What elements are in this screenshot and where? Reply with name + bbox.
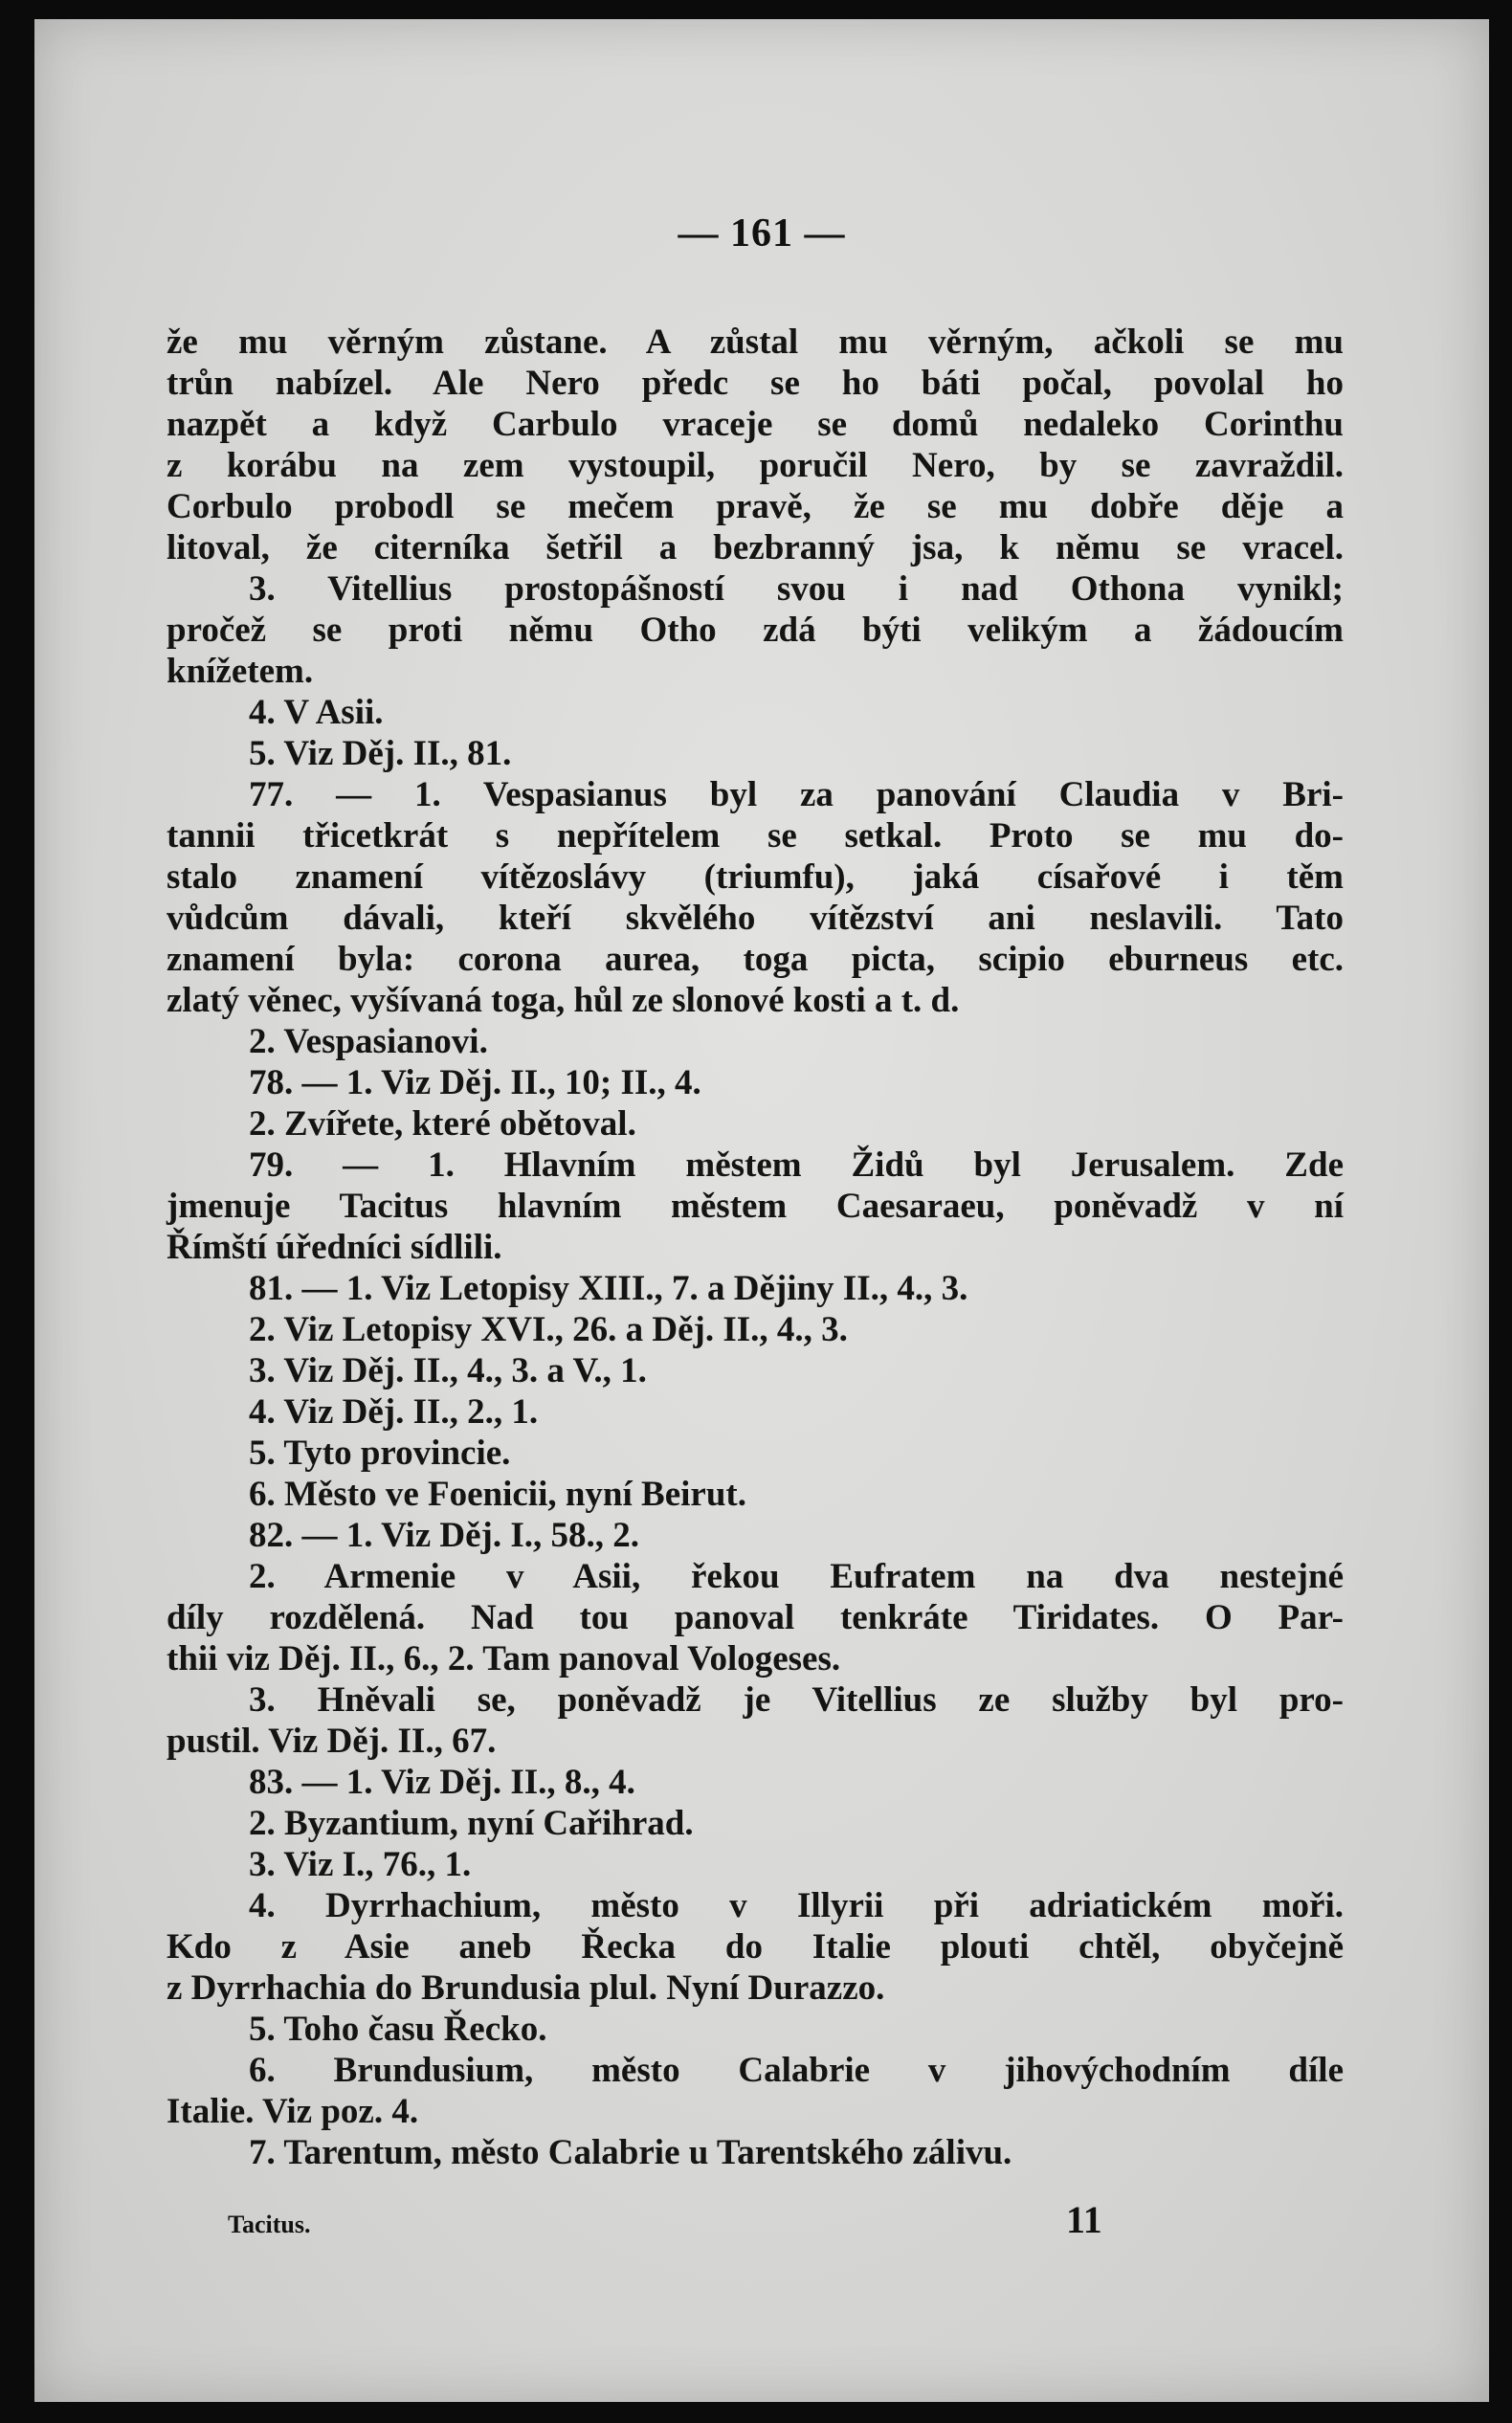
text-line: 77. — 1. Vespasianus byl za panování Claudia v Bri- xyxy=(249,775,1344,814)
body-text xyxy=(167,322,1344,2173)
text-line: 3. Viz Děj. II., 4., 3. a V., 1. xyxy=(249,1351,647,1390)
text-line: 2. Armenie v Asii, řekou Eufratem na dva nestejné xyxy=(249,1557,1344,1596)
text-line: 83. — 1. Viz Děj. II., 8., 4. xyxy=(249,1763,635,1802)
text-line: tannii třicetkrát s nepřítelem se setkal. Proto se mu do- xyxy=(167,816,1344,856)
text-line: 5. Viz Děj. II., 81. xyxy=(249,734,512,773)
text-line: Italie. Viz poz. 4. xyxy=(167,2092,419,2131)
text-line: z korábu na zem vystoupil, poručil Nero, by se zavraždil. xyxy=(167,446,1344,485)
text-line: 4. V Asii. xyxy=(249,693,384,732)
text-line: 4. Dyrrhachium, město v Illyrii při adriatickém moři. xyxy=(249,1886,1344,1925)
footer-signature: Tacitus. xyxy=(228,2211,311,2238)
text-line: Kdo z Asie aneb Řecka do Italie plouti chtěl, obyčejně xyxy=(167,1927,1344,1967)
footer-sheet-number: 11 xyxy=(1066,2198,1102,2241)
page-number: — 161 — xyxy=(678,211,846,256)
text-line: 2. Zvířete, které obětoval. xyxy=(249,1104,636,1144)
text-line: pustil. Viz Děj. II., 67. xyxy=(167,1722,497,1761)
text-line: 78. — 1. Viz Děj. II., 10; II., 4. xyxy=(249,1063,701,1102)
text-line: 79. — 1. Hlavním městem Židů byl Jerusalem. Zde xyxy=(249,1145,1344,1185)
text-line: 3. Viz I., 76., 1. xyxy=(249,1845,472,1884)
text-line: Římští úředníci sídlili. xyxy=(167,1228,502,1267)
text-line: z Dyrrhachia do Brundusia plul. Nyní Durazzo. xyxy=(167,1968,885,2008)
text-line: 2. Viz Letopisy XVI., 26. a Děj. II., 4., 3. xyxy=(249,1310,848,1349)
text-line: 3. Hněvali se, poněvadž je Vitellius ze služby byl pro- xyxy=(249,1680,1344,1720)
text-line: knížetem. xyxy=(167,652,314,691)
book-page xyxy=(34,19,1489,2402)
text-line: pročež se proti němu Otho zdá býti velikým a žádoucím xyxy=(167,611,1344,650)
text-line: že mu věrným zůstane. A zůstal mu věrným, ačkoli se mu xyxy=(167,322,1344,362)
text-line: zlatý věnec, vyšívaná toga, hůl ze slonové kosti a t. d. xyxy=(167,981,960,1020)
text-line: 4. Viz Děj. II., 2., 1. xyxy=(249,1392,539,1432)
text-line: znamení byla: corona aurea, toga picta, scipio eburneus etc. xyxy=(167,940,1344,979)
text-line: vůdcům dávali, kteří skvělého vítězství ani neslavili. Tato xyxy=(167,899,1344,938)
text-line: litoval, že citerníka šetřil a bezbranný jsa, k němu se vracel. xyxy=(167,528,1344,567)
text-line: nazpět a když Carbulo vraceje se domů nedaleko Corinthu xyxy=(167,405,1344,444)
text-line: 82. — 1. Viz Děj. I., 58., 2. xyxy=(249,1516,639,1555)
text-line: 5. Toho času Řecko. xyxy=(249,2010,547,2049)
text-line: thii viz Děj. II., 6., 2. Tam panoval Vologeses. xyxy=(167,1639,841,1678)
text-line: 2. Byzantium, nyní Cařihrad. xyxy=(249,1804,694,1843)
text-line: 7. Tarentum, město Calabrie u Tarentského zálivu. xyxy=(249,2133,1012,2172)
text-line: díly rozdělená. Nad tou panoval tenkráte Tiridates. O Par- xyxy=(167,1598,1344,1637)
text-line: 81. — 1. Viz Letopisy XIII., 7. a Dějiny II., 4., 3. xyxy=(249,1269,968,1308)
text-line: 5. Tyto provincie. xyxy=(249,1434,511,1473)
text-line: Corbulo probodl se mečem pravě, že se mu dobře děje a xyxy=(167,487,1344,526)
text-line: 3. Vitellius prostopášností svou i nad Othona vynikl; xyxy=(249,569,1344,609)
text-line: trůn nabízel. Ale Nero předc se ho báti počal, povolal ho xyxy=(167,364,1344,403)
text-line: 2. Vespasianovi. xyxy=(249,1022,488,1061)
text-line: stalo znamení vítězoslávy (triumfu), jaká císařové i těm xyxy=(167,857,1344,897)
text-line: 6. Brundusium, město Calabrie v jihovýchodním díle xyxy=(249,2051,1344,2090)
text-line: jmenuje Tacitus hlavním městem Caesaraeu, poněvadž v ní xyxy=(167,1187,1344,1226)
text-line: 6. Město ve Foenicii, nyní Beirut. xyxy=(249,1475,746,1514)
